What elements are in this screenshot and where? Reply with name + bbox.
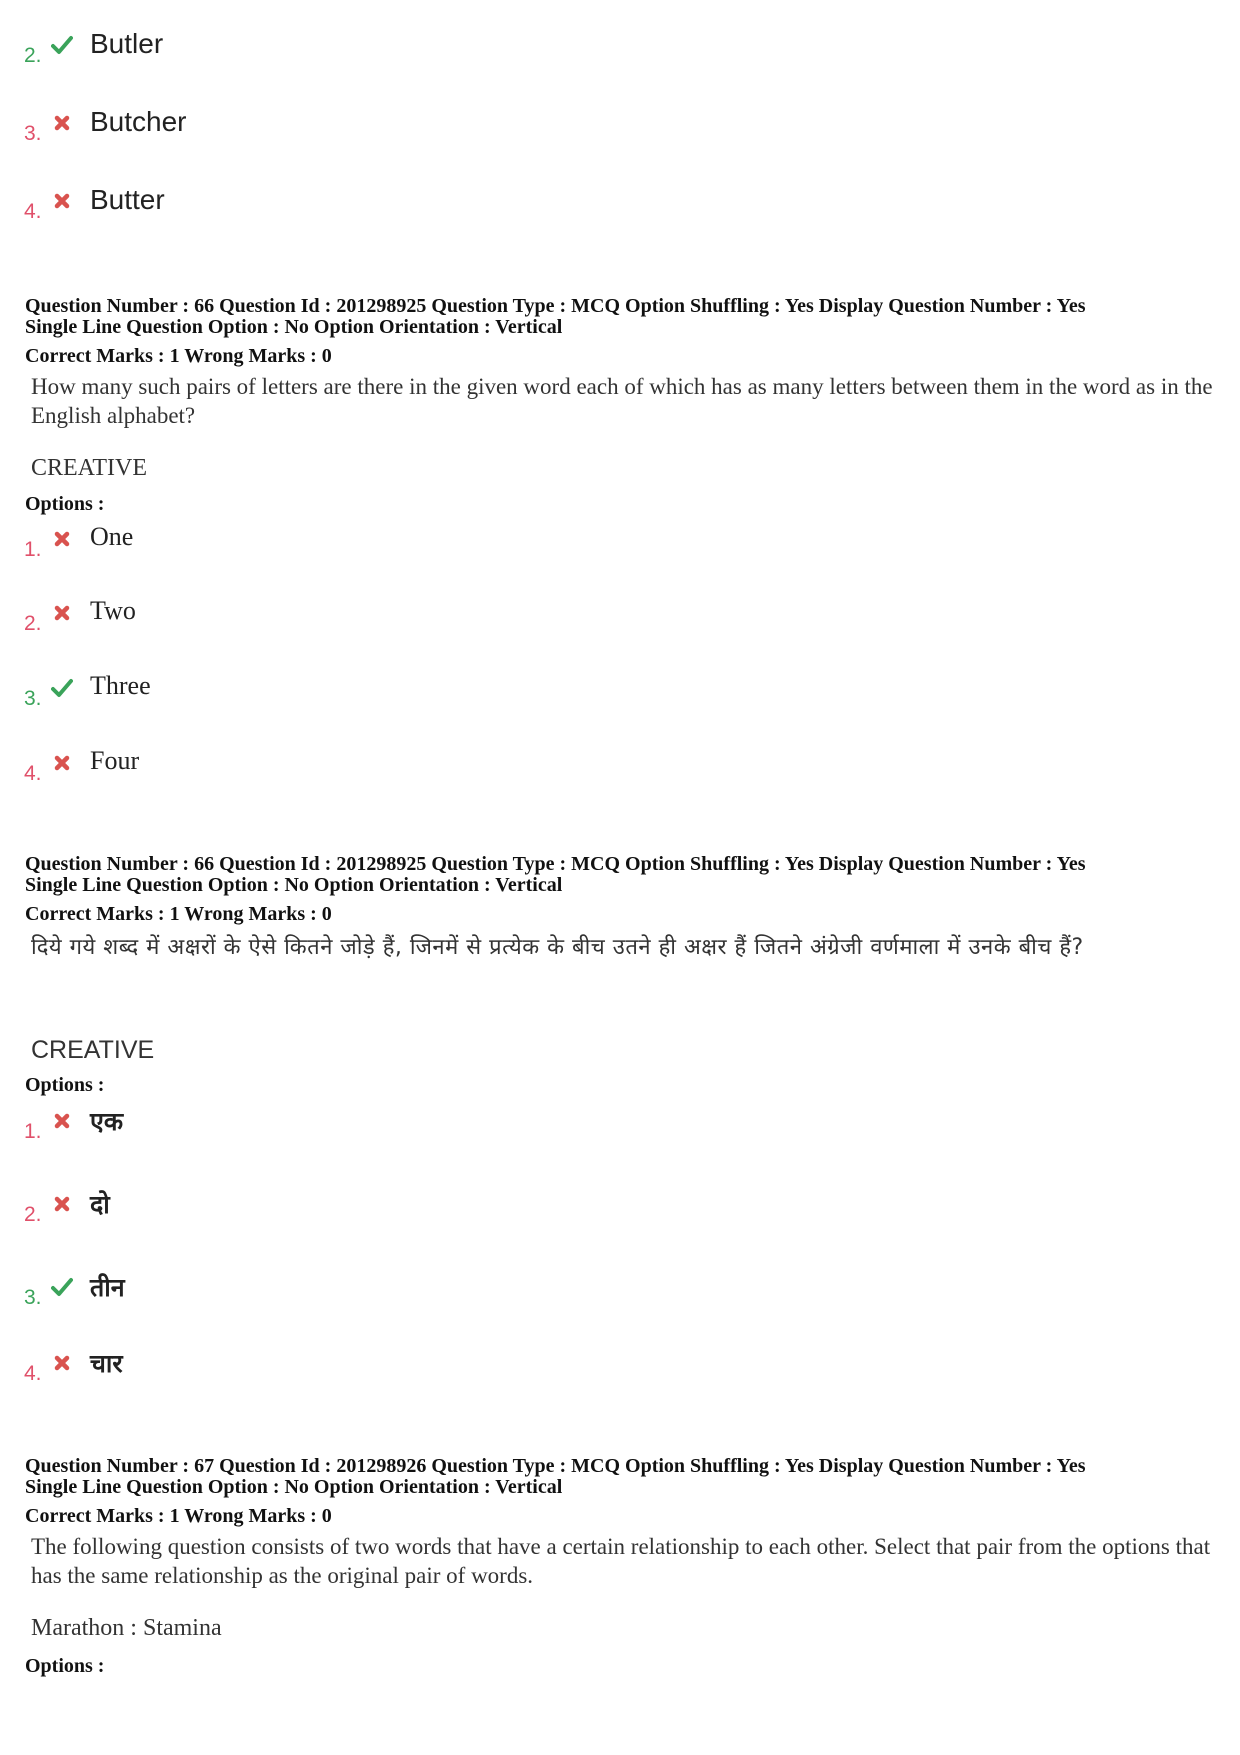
- question-word: Marathon : Stamina: [31, 1615, 222, 1641]
- question-meta-line2: Single Line Question Option : No Option Orientation : Vertical: [25, 874, 563, 896]
- question-meta-line2: Single Line Question Option : No Option Orientation : Vertical: [25, 316, 563, 338]
- option-text: तीन: [90, 1273, 125, 1302]
- wrong-cross-icon: [51, 112, 73, 134]
- question-marks: Correct Marks : 1 Wrong Marks : 0: [25, 1505, 332, 1527]
- option-number: 1.: [24, 538, 42, 561]
- option-number: 2.: [24, 612, 42, 635]
- option-text: Three: [90, 671, 151, 700]
- option-text: Two: [90, 596, 136, 625]
- option-number: 2.: [24, 1203, 42, 1226]
- question-meta-line1: Question Number : 66 Question Id : 201298925 Question Type : MCQ Option Shuffling : Yes Display Question Number : Yes: [25, 853, 1086, 875]
- correct-check-icon: [51, 1276, 73, 1298]
- option-number: 2.: [24, 44, 42, 67]
- option-text: Butter: [90, 184, 165, 215]
- options-label: Options :: [25, 1655, 105, 1677]
- question-text: दिये गये शब्द में अक्षरों के ऐसे कितने जोड़े हैं, जिनमें से प्रत्येक के बीच उतने ही अक्षर हैं जितने अंग्रेजी वर्णमाला में उनके बीच हैं?: [31, 935, 1084, 960]
- correct-check-icon: [51, 677, 73, 699]
- wrong-cross-icon: [51, 528, 73, 550]
- options-label: Options :: [25, 1074, 105, 1096]
- question-meta-line1: Question Number : 67 Question Id : 201298926 Question Type : MCQ Option Shuffling : Yes Display Question Number : Yes: [25, 1455, 1086, 1477]
- wrong-cross-icon: [51, 602, 73, 624]
- option-text: चार: [90, 1349, 123, 1378]
- option-number: 4.: [24, 200, 42, 223]
- option-text: एक: [90, 1107, 124, 1136]
- option-text: Butcher: [90, 106, 187, 137]
- option-number: 3.: [24, 687, 42, 710]
- option-number: 4.: [24, 762, 42, 785]
- question-text: The following question consists of two words that have a certain relationship to each other. Select that pair from the options that has the same relationship as the original pair of words.: [31, 1534, 1211, 1588]
- option-number: 3.: [24, 1286, 42, 1309]
- option-number: 1.: [24, 1120, 42, 1143]
- question-word: CREATIVE: [31, 1036, 155, 1064]
- question-word: CREATIVE: [31, 455, 147, 481]
- option-text: Butler: [90, 28, 164, 59]
- wrong-cross-icon: [51, 190, 73, 212]
- option-text: Four: [90, 746, 140, 775]
- wrong-cross-icon: [51, 1193, 73, 1215]
- question-meta-line2: Single Line Question Option : No Option Orientation : Vertical: [25, 1476, 563, 1498]
- question-marks: Correct Marks : 1 Wrong Marks : 0: [25, 345, 332, 367]
- options-label: Options :: [25, 493, 105, 515]
- option-number: 4.: [24, 1362, 42, 1385]
- wrong-cross-icon: [51, 1110, 73, 1132]
- option-number: 3.: [24, 122, 42, 145]
- option-text: दो: [90, 1190, 110, 1219]
- correct-check-icon: [51, 34, 73, 56]
- wrong-cross-icon: [51, 1352, 73, 1374]
- question-marks: Correct Marks : 1 Wrong Marks : 0: [25, 903, 332, 925]
- wrong-cross-icon: [51, 752, 73, 774]
- option-text: One: [90, 522, 134, 551]
- question-meta-line1: Question Number : 66 Question Id : 201298925 Question Type : MCQ Option Shuffling : Yes Display Question Number : Yes: [25, 295, 1086, 317]
- question-text: How many such pairs of letters are there in the given word each of which has as many letters between them in the word as in the English alphabet?: [31, 374, 1213, 428]
